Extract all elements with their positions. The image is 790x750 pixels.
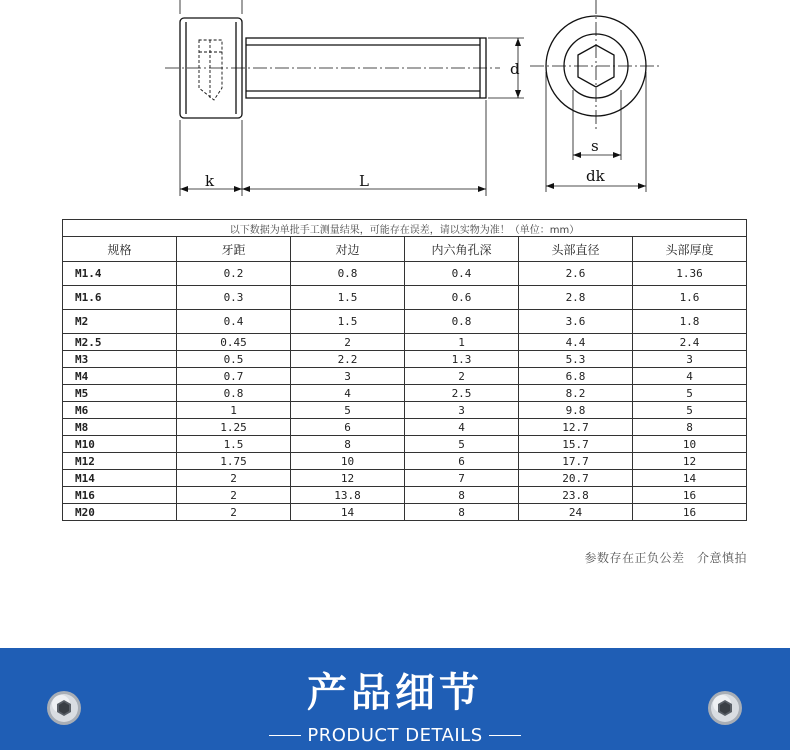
table-cell: 3 bbox=[633, 351, 747, 368]
spec-cell: M5 bbox=[63, 385, 177, 402]
table-cell: 8 bbox=[405, 487, 519, 504]
table-cell: 1.25 bbox=[177, 419, 291, 436]
table-cell: 3.6 bbox=[519, 310, 633, 334]
table-cell: 5 bbox=[291, 402, 405, 419]
dim-label-k: k bbox=[205, 172, 215, 190]
banner-subtitle-row bbox=[0, 725, 790, 746]
table-cell: 5 bbox=[633, 385, 747, 402]
table-cell: 0.4 bbox=[405, 262, 519, 286]
table-cell: 1 bbox=[177, 402, 291, 419]
table-cell: 4 bbox=[291, 385, 405, 402]
table-cell: 6.8 bbox=[519, 368, 633, 385]
table-cell: 23.8 bbox=[519, 487, 633, 504]
spec-cell: M10 bbox=[63, 436, 177, 453]
table-cell: 8 bbox=[633, 419, 747, 436]
table-cell: 0.5 bbox=[177, 351, 291, 368]
table-cell: 2.5 bbox=[405, 385, 519, 402]
table-cell: 2 bbox=[405, 368, 519, 385]
table-cell: 3 bbox=[405, 402, 519, 419]
tolerance-note: 参数存在正负公差 介意慎拍 bbox=[584, 551, 747, 565]
spec-cell: M12 bbox=[63, 453, 177, 470]
table-cell: 6 bbox=[405, 453, 519, 470]
screw-technical-drawing bbox=[0, 0, 790, 215]
spec-cell: M6 bbox=[63, 402, 177, 419]
hex-socket-screw-icon bbox=[707, 690, 743, 726]
table-cell: 12 bbox=[291, 470, 405, 487]
table-row bbox=[63, 385, 747, 402]
table-note: 以下数据为单批手工测量结果，可能存在误差，请以实物为准！（单位：mm） bbox=[63, 220, 747, 237]
dim-label-s: s bbox=[591, 137, 599, 155]
table-cell: 2.4 bbox=[633, 334, 747, 351]
spec-cell: M4 bbox=[63, 368, 177, 385]
table-cell: 12.7 bbox=[519, 419, 633, 436]
dim-label-dk: dk bbox=[586, 167, 605, 185]
table-row bbox=[63, 436, 747, 453]
table-cell: 2.2 bbox=[291, 351, 405, 368]
table-cell: 24 bbox=[519, 504, 633, 521]
table-cell: 2 bbox=[177, 470, 291, 487]
spec-cell: M2.5 bbox=[63, 334, 177, 351]
table-row bbox=[63, 402, 747, 419]
column-header: 头部厚度 bbox=[633, 237, 747, 262]
table-cell: 7 bbox=[405, 470, 519, 487]
table-cell: 2.8 bbox=[519, 286, 633, 310]
table-cell: 0.7 bbox=[177, 368, 291, 385]
column-header: 规格 bbox=[63, 237, 177, 262]
table-cell: 0.8 bbox=[405, 310, 519, 334]
table-cell: 17.7 bbox=[519, 453, 633, 470]
divider-line-left bbox=[269, 735, 301, 736]
table-cell: 1.8 bbox=[633, 310, 747, 334]
table-cell: 14 bbox=[291, 504, 405, 521]
table-cell: 3 bbox=[291, 368, 405, 385]
spec-cell: M3 bbox=[63, 351, 177, 368]
spec-table bbox=[62, 219, 747, 521]
spec-cell: M2 bbox=[63, 310, 177, 334]
table-cell: 4 bbox=[405, 419, 519, 436]
table-cell: 0.8 bbox=[291, 262, 405, 286]
spec-cell: M1.6 bbox=[63, 286, 177, 310]
table-cell: 4 bbox=[633, 368, 747, 385]
table-row bbox=[63, 470, 747, 487]
table-cell: 10 bbox=[291, 453, 405, 470]
table-cell: 0.6 bbox=[405, 286, 519, 310]
table-cell: 5 bbox=[405, 436, 519, 453]
spec-cell: M1.4 bbox=[63, 262, 177, 286]
table-cell: 1.6 bbox=[633, 286, 747, 310]
table-cell: 9.8 bbox=[519, 402, 633, 419]
banner-subtitle: PRODUCT DETAILS bbox=[307, 725, 483, 746]
table-cell: 0.8 bbox=[177, 385, 291, 402]
table-cell: 6 bbox=[291, 419, 405, 436]
table-cell: 16 bbox=[633, 504, 747, 521]
column-header: 头部直径 bbox=[519, 237, 633, 262]
table-row bbox=[63, 487, 747, 504]
table-cell: 1 bbox=[405, 334, 519, 351]
table-row bbox=[63, 286, 747, 310]
column-header: 内六角孔深 bbox=[405, 237, 519, 262]
dim-label-L: L bbox=[359, 172, 369, 190]
product-details-banner bbox=[0, 648, 790, 750]
table-cell: 1.5 bbox=[291, 310, 405, 334]
table-cell: 15.7 bbox=[519, 436, 633, 453]
table-row bbox=[63, 453, 747, 470]
column-header: 对边 bbox=[291, 237, 405, 262]
spec-cell: M16 bbox=[63, 487, 177, 504]
table-cell: 5 bbox=[633, 402, 747, 419]
table-row bbox=[63, 310, 747, 334]
table-cell: 8.2 bbox=[519, 385, 633, 402]
table-row bbox=[63, 368, 747, 385]
spec-cell: M8 bbox=[63, 419, 177, 436]
table-cell: 1.5 bbox=[291, 286, 405, 310]
table-cell: 5.3 bbox=[519, 351, 633, 368]
table-row bbox=[63, 351, 747, 368]
spec-cell: M14 bbox=[63, 470, 177, 487]
table-cell: 2 bbox=[177, 504, 291, 521]
table-row bbox=[63, 334, 747, 351]
table-cell: 8 bbox=[405, 504, 519, 521]
table-cell: 16 bbox=[633, 487, 747, 504]
divider-line-right bbox=[489, 735, 521, 736]
column-header: 牙距 bbox=[177, 237, 291, 262]
table-cell: 13.8 bbox=[291, 487, 405, 504]
table-body bbox=[63, 262, 747, 521]
table-cell: 2 bbox=[291, 334, 405, 351]
table-row bbox=[63, 262, 747, 286]
table-cell: 0.3 bbox=[177, 286, 291, 310]
table-cell: 2.6 bbox=[519, 262, 633, 286]
table-cell: 1.36 bbox=[633, 262, 747, 286]
table-cell: 4.4 bbox=[519, 334, 633, 351]
spec-cell: M20 bbox=[63, 504, 177, 521]
table-cell: 0.45 bbox=[177, 334, 291, 351]
table-cell: 20.7 bbox=[519, 470, 633, 487]
table-cell: 1.5 bbox=[177, 436, 291, 453]
table-row bbox=[63, 504, 747, 521]
table-cell: 1.75 bbox=[177, 453, 291, 470]
table-header-row bbox=[63, 237, 747, 262]
table-row bbox=[63, 419, 747, 436]
table-cell: 8 bbox=[291, 436, 405, 453]
table-cell: 12 bbox=[633, 453, 747, 470]
table-cell: 0.2 bbox=[177, 262, 291, 286]
table-cell: 0.4 bbox=[177, 310, 291, 334]
table-cell: 1.3 bbox=[405, 351, 519, 368]
dim-label-d: d bbox=[510, 60, 520, 78]
banner-title: 产品细节 bbox=[307, 670, 483, 716]
table-cell: 2 bbox=[177, 487, 291, 504]
table-cell: 14 bbox=[633, 470, 747, 487]
table-cell: 10 bbox=[633, 436, 747, 453]
